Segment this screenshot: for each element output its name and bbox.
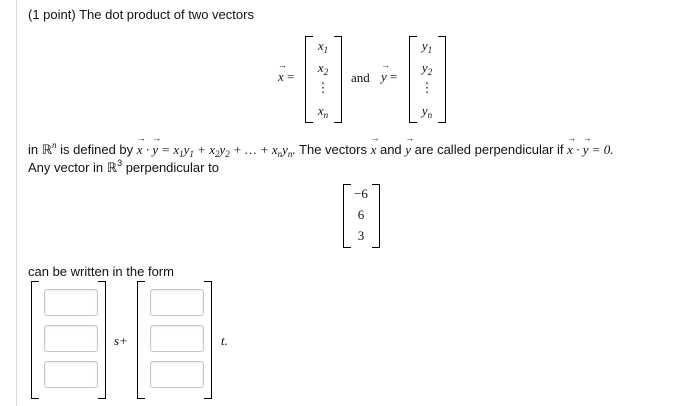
- given-vector-entry: −6: [354, 186, 368, 201]
- t-parameter-label: t.: [221, 333, 228, 348]
- vector-x-right-bracket: [334, 36, 342, 123]
- vector-y-entry: $y_1$: [421, 38, 433, 55]
- given-vector-entry: 3: [357, 228, 365, 243]
- s-vector-right-bracket: [98, 281, 106, 399]
- problem-header: [28, 7, 254, 23]
- question-suffix: perpendicular to: [125, 160, 219, 175]
- given-vector-entry: 6: [357, 207, 365, 222]
- vector-y-right-bracket: [438, 36, 446, 123]
- vector-x-entry: ⋮: [316, 80, 330, 95]
- definition-line: in ℝ$^n$ is defined by → x · → $y = x_1y_1 + x_2y_2$ + … + $x_ny_n$. The vectors → x and → y are called perpendicular if → x · → y = 0.: [28, 137, 614, 162]
- s-parameter-label: s+: [114, 333, 128, 348]
- question-prefix: Any vector in ℝ: [28, 160, 118, 175]
- definition-is-defined-by: is defined by: [60, 142, 134, 157]
- vector-y-entry: $y_n$: [421, 103, 433, 120]
- t-vector-left-bracket: [137, 281, 145, 399]
- definition-prefix: in ℝ: [28, 142, 53, 157]
- dot-product-formula: → x · → $y = x_1y_1 + x_2y_2$ + … + $x_ny_n$.: [137, 142, 296, 157]
- t-vector-entry-2-input[interactable]: [150, 325, 204, 352]
- vector-x-entry: $x_2$: [317, 60, 329, 77]
- question-line: Any vector in ℝ$^3$ perpendicular to: [28, 158, 219, 175]
- given-vector-right-bracket: [372, 184, 380, 248]
- t-vector-right-bracket: [204, 281, 212, 399]
- s-vector-entry-3-input[interactable]: [44, 361, 98, 388]
- vector-x-label: → x =: [278, 69, 294, 85]
- intro-text: The dot product of two vectors: [79, 7, 254, 22]
- points-label: (1 point): [28, 7, 76, 22]
- t-vector-entry-1-input[interactable]: [150, 289, 204, 316]
- vector-x-entry: $x_n$: [317, 103, 329, 120]
- s-vector-entry-2-input[interactable]: [44, 325, 98, 352]
- t-vector-entry-3-input[interactable]: [150, 361, 204, 388]
- vector-y-label: → y =: [381, 69, 397, 85]
- s-vector-entry-1-input[interactable]: [44, 289, 98, 316]
- vector-y-entry: ⋮: [420, 80, 434, 95]
- perpendicular-definition: The vectors → x and → y are called perpendicular if → x · → y = 0.: [299, 142, 613, 157]
- and-connector: and: [351, 70, 370, 85]
- s-vector-left-bracket: [31, 281, 39, 399]
- form-text: can be written in the form: [28, 264, 174, 279]
- vector-x-entry: $x_1$: [317, 38, 329, 55]
- vector-y-entry: $y_2$: [421, 60, 433, 77]
